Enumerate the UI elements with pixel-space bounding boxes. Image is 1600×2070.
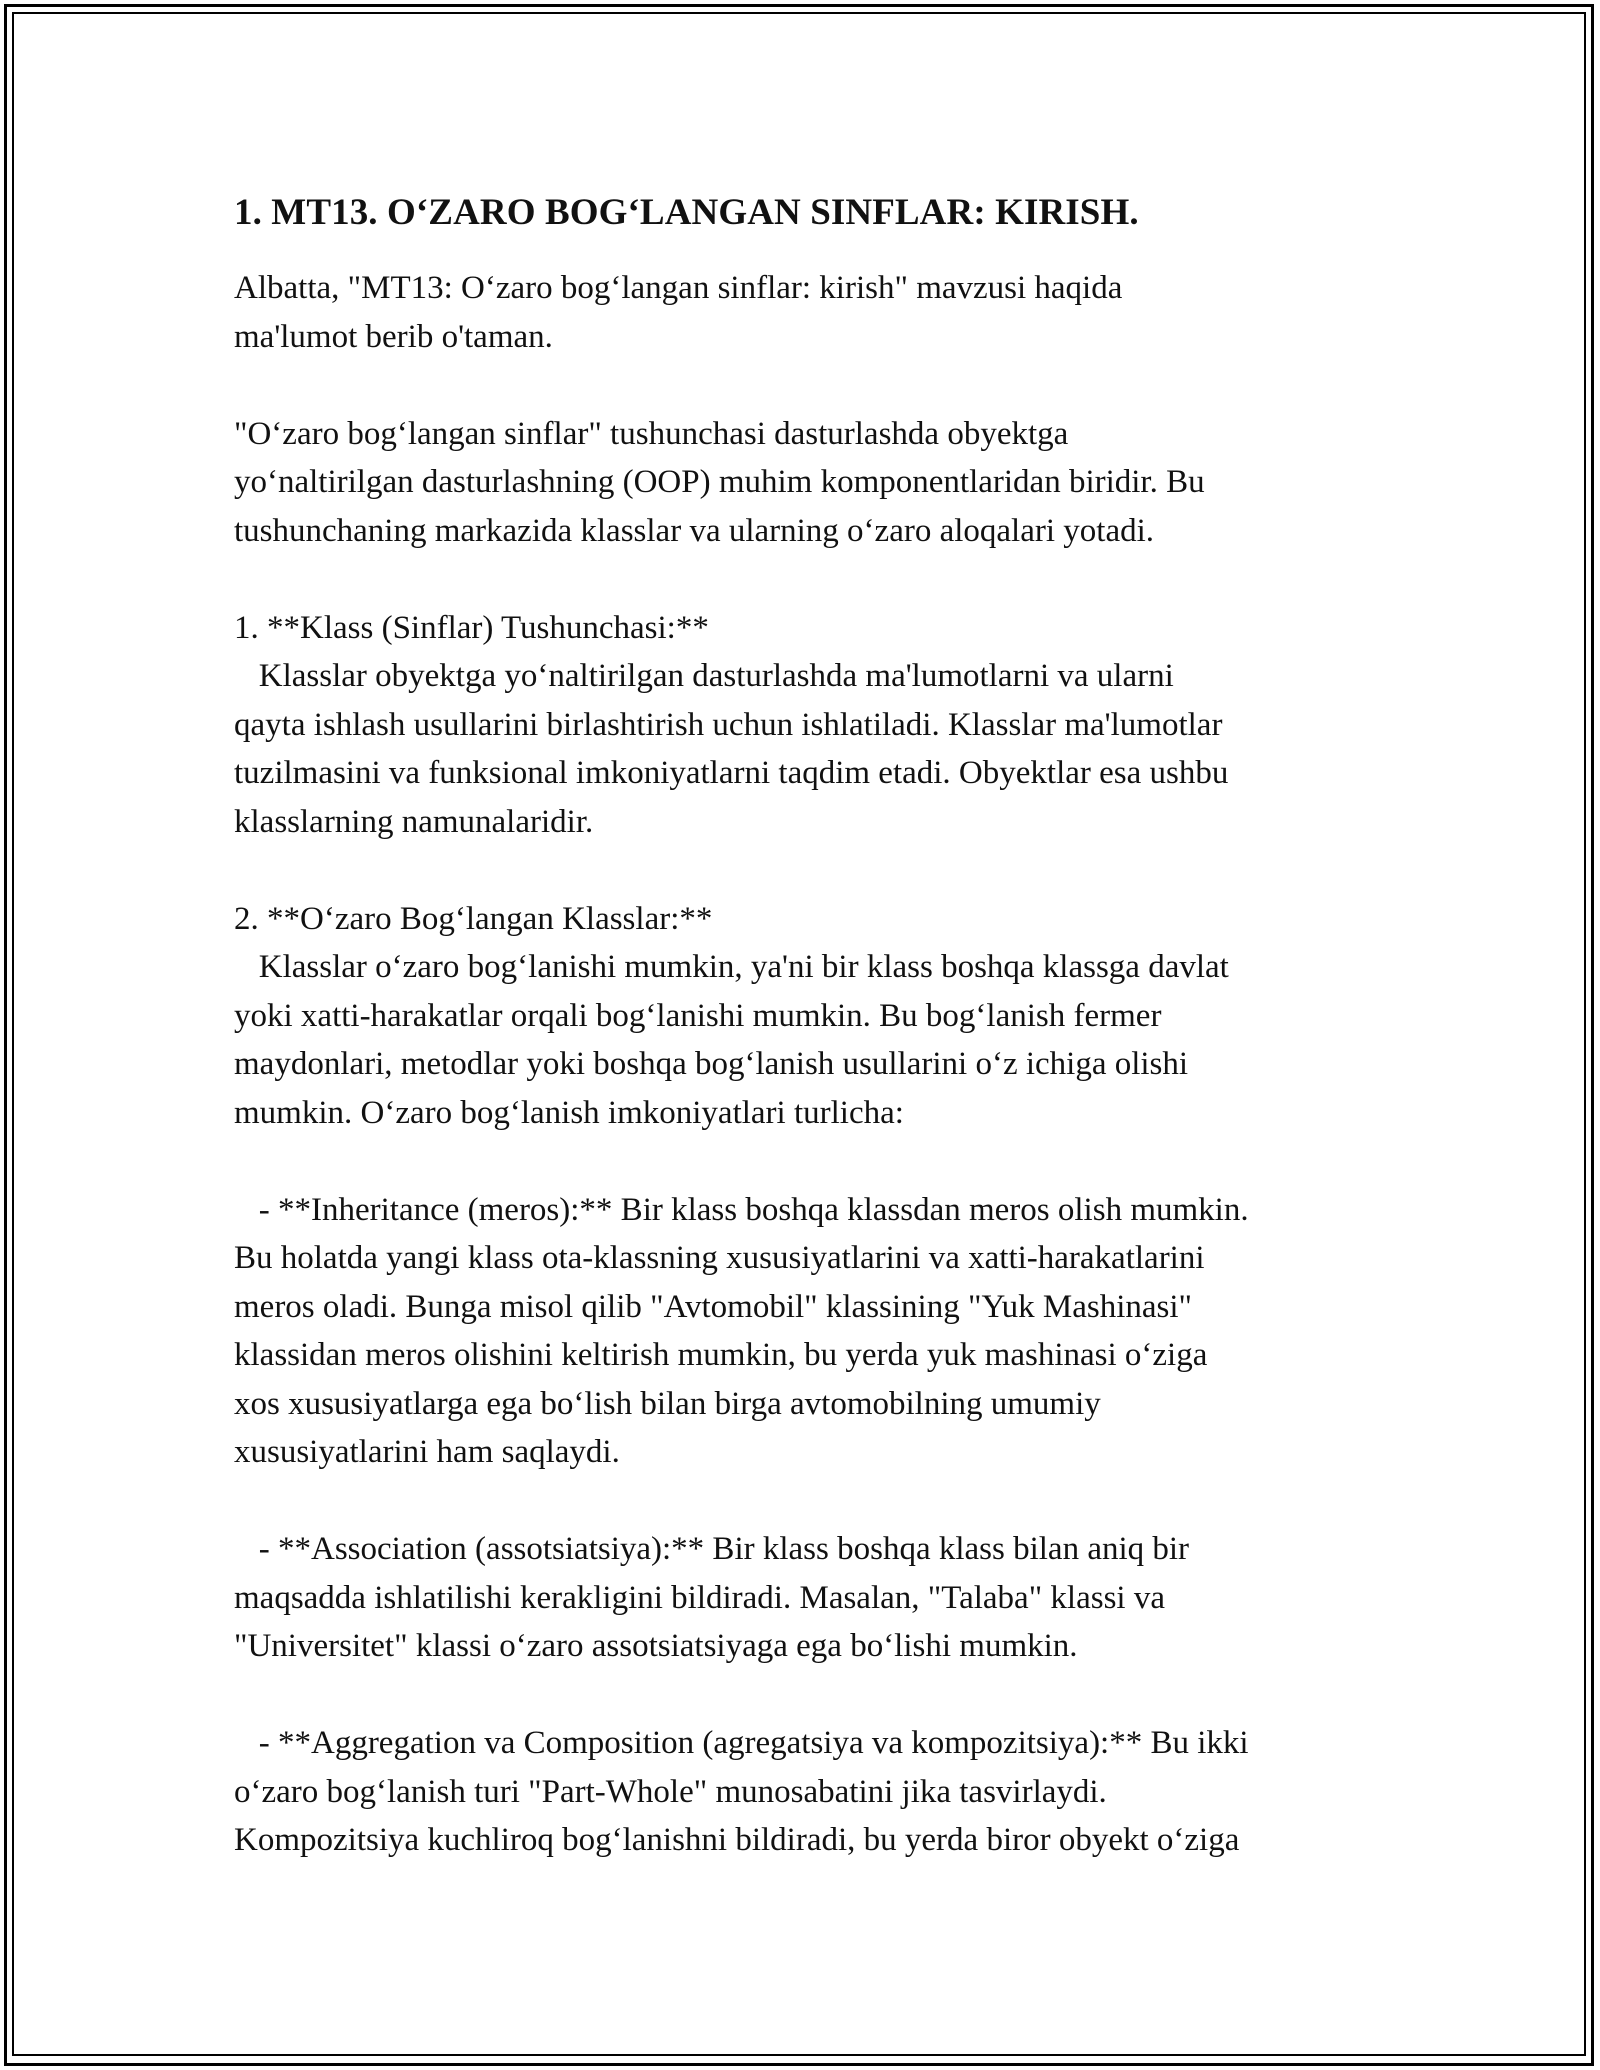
paragraph-spacer <box>234 1477 1384 1526</box>
paragraph-spacer <box>234 1671 1384 1720</box>
concept-paragraph: "O‘zaro bog‘langan sinflar" tushunchasi dasturlashda obyektga yo‘naltirilgan dasturlashning (OOP) muhim komponentlaridan biridir. Bu tushunchaning markazida klasslar va ularning o‘zaro aloqalari yotadi. <box>234 415 1205 549</box>
bullet-association: - **Association (assotsiatsiya):** Bir klass boshqa klass bilan aniq bir maqsadda ishlatilishi kerakligini bildiradi. Masalan, "Talaba" klassi va "Universitet" klassi o‘zaro assotsiatsiyaga ega bo‘lishi mumkin. <box>234 1531 1190 1664</box>
document-title: 1. MT13. O‘ZARO BOG‘LANGAN SINFLAR: KIRISH. <box>234 192 1139 233</box>
paragraph-spacer <box>234 846 1384 895</box>
document-body <box>234 188 1384 1865</box>
paragraph-spacer <box>234 1137 1384 1186</box>
section-class-concept: 1. **Klass (Sinflar) Tushunchasi:** Klasslar obyektga yo‘naltirilgan dasturlashda ma'lumotlarni va ularni qayta ishlash usullarini birlashtirish uchun ishlatiladi. Klasslar ma'lumotlar tuzilmasini va funksional imkoniyatlarni taqdim etadi. Obyektlar esa ushbu klasslarning namunalaridir. <box>234 609 1229 840</box>
section-related-classes: 2. **O‘zaro Bog‘langan Klasslar:** Klasslar o‘zaro bog‘lanishi mumkin, ya'ni bir klass boshqa klassga davlat yoki xatti-harakatlar orqali bog‘lanishi mumkin. Bu bog‘lanish fermer maydonlari, metodlar yoki boshqa bog‘lanish usullarini o‘z ichiga olishi mumkin. O‘zaro bog‘lanish imkoniyatlari turlicha: <box>234 900 1229 1131</box>
paragraph-spacer <box>234 555 1384 604</box>
intro-paragraph: Albatta, "MT13: O‘zaro bog‘langan sinflar: kirish" mavzusi haqida ma'lumot berib o'taman. <box>234 270 1123 355</box>
bullet-aggregation-composition: - **Aggregation va Composition (agregatsiya va kompozitsiya):** Bu ikki o‘zaro bog‘lanish turi "Part-Whole" munosabatini jika tasvirlaydi. Kompozitsiya kuchliroq bog‘lanishni bildiradi, bu yerda biror obyekt o‘ziga <box>234 1725 1249 1858</box>
paragraph-spacer <box>234 361 1384 410</box>
bullet-inheritance: - **Inheritance (meros):** Bir klass boshqa klassdan meros olish mumkin. Bu holatda yangi klass ota-klassning xususiyatlarini va xatti-harakatlarini meros oladi. Bunga misol qilib "Avtomobil" klassining "Yuk Mashinasi" klassidan meros olishini keltirish mumkin, bu yerda yuk mashinasi o‘ziga xos xususiyatlarga ega bo‘lish bilan birga avtomobilning umumiy xususiyatlarini ham saqlaydi. <box>234 1191 1249 1470</box>
